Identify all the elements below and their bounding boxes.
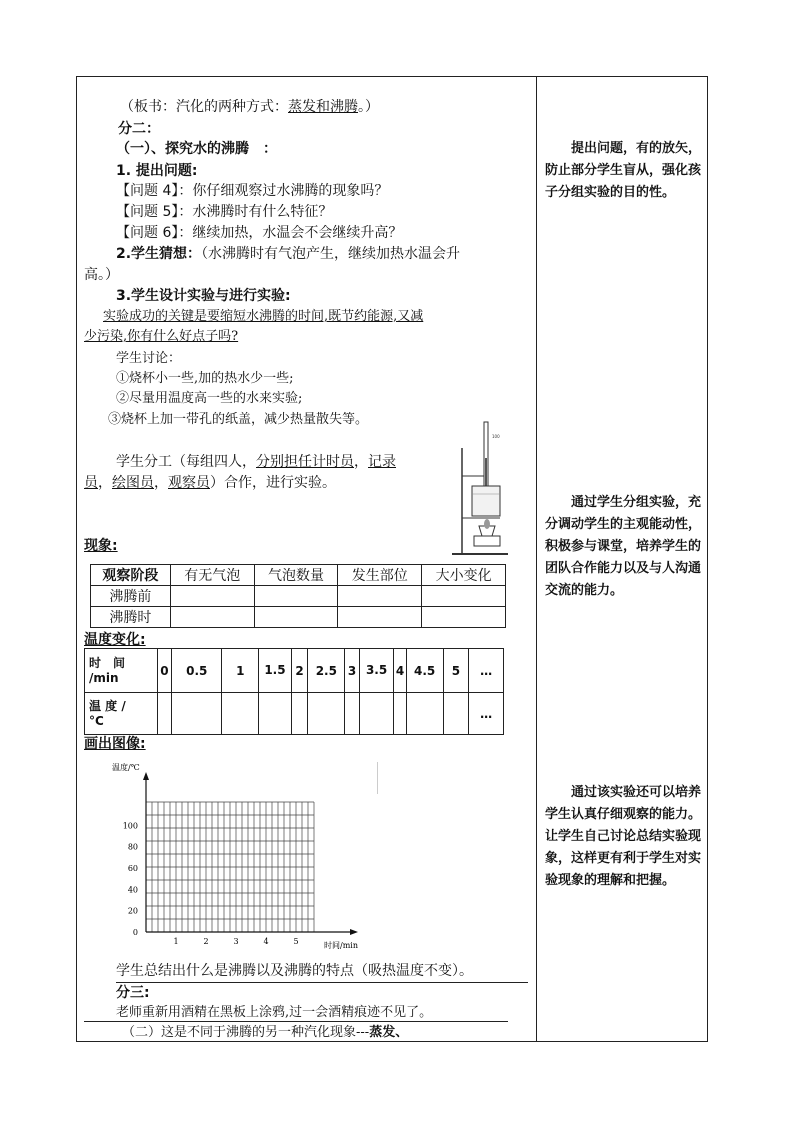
teacher-activity: 老师重新用酒精在黑板上涂鸦,过一会酒精痕迹不见了。 (116, 1005, 433, 1020)
boiling-apparatus-illustration (450, 418, 520, 558)
obs-cell[interactable] (422, 607, 506, 628)
obs-header-location: 发生部位 (338, 565, 422, 586)
section1-title: （一）、探究水的沸腾 ： (116, 141, 277, 157)
time-cell: … (469, 649, 504, 693)
x-tick-label: 1 (173, 937, 179, 946)
graph-title: 画出图像: (84, 736, 146, 752)
discussion-item-1: ①烧杯小一些,加的热水少一些; (116, 371, 294, 386)
time-cell: 1 (222, 649, 259, 693)
column-divider (536, 76, 537, 1042)
temp-cell[interactable] (291, 693, 308, 735)
step3-heading: 3.学生设计实验与进行实验: (116, 288, 291, 304)
division-line2: 员，绘图员，观察员）合作，进行实验。 (84, 475, 336, 491)
temp-cell[interactable] (406, 693, 443, 735)
time-cell: 2.5 (308, 649, 345, 693)
obs-header-count: 气泡数量 (254, 565, 338, 586)
key-point-line2: 少污染,你有什么好点子吗? (84, 329, 239, 344)
svg-text:100: 100 (492, 434, 500, 439)
time-cell: 0.5 (172, 649, 222, 693)
obs-header-size: 大小变化 (422, 565, 506, 586)
summary-underline (116, 982, 528, 983)
temperature-time-chart (110, 756, 380, 956)
obs-row-during: 沸腾时 (91, 607, 171, 628)
step2-line: 2.学生猜想：（水沸腾时有气泡产生，继续加热水温会升 (116, 246, 461, 262)
discussion-item-2: ②尽量用温度高一些的水来实验; (116, 391, 303, 406)
question-4: 【问题 4】：你仔细观察过水沸腾的现象吗？ (116, 183, 389, 199)
temp-label: 温 度 / °C (85, 693, 158, 735)
y-axis-label: 温度/℃ (112, 763, 140, 772)
teaching-note-2: 通过学生分组实验，充分调动学生的主观能动性，积极参与课堂，培养学生的团队合作能力以及与人沟通交流的能力。 (545, 495, 702, 598)
y-tick-label: 0 (132, 928, 138, 937)
phenomenon-title: 现象: (84, 538, 118, 554)
time-cell: 5 (443, 649, 469, 693)
temp-cell[interactable] (345, 693, 360, 735)
x-tick-label: 4 (263, 937, 269, 946)
time-cell: 1.5 (259, 649, 291, 693)
step1-heading: 1. 提出问题: (116, 163, 198, 179)
obs-cell[interactable] (338, 607, 422, 628)
step2-continuation: 高。） (84, 267, 119, 283)
observation-table (90, 564, 506, 628)
question-6: 【问题 6】：继续加热，水温会不会继续升高？ (116, 225, 403, 241)
obs-cell[interactable] (170, 607, 254, 628)
part3-heading: 分三: (116, 985, 150, 1001)
summary-line: 学生总结出什么是沸腾以及沸腾的特点（吸热温度不变）。 (116, 963, 473, 979)
board-note: （板书：汽化的两种方式：蒸发和沸腾。） (120, 99, 379, 115)
y-tick-label: 20 (127, 906, 138, 916)
divider-mark (377, 762, 378, 794)
section2-title: （二）这是不同于沸腾的另一种汽化现象---蒸发、 (122, 1025, 409, 1040)
teaching-note-1: 提出问题，有的放矢，防止部分学生盲从，强化孩子分组实验的目的性。 (545, 141, 702, 200)
temp-cell[interactable] (359, 693, 394, 735)
obs-cell[interactable] (422, 586, 506, 607)
time-cell: 0 (157, 649, 172, 693)
time-label: 时 间 /min (85, 649, 158, 693)
time-cell: 4 (394, 649, 406, 693)
x-tick-label: 3 (233, 937, 239, 946)
temp-cell[interactable] (308, 693, 345, 735)
temp-cell[interactable] (443, 693, 469, 735)
temperature-table (84, 648, 504, 735)
obs-row-before: 沸腾前 (91, 586, 171, 607)
question-5: 【问题 5】：水沸腾时有什么特征？ (116, 204, 333, 220)
y-tick-label: 100 (122, 821, 138, 831)
time-cell: 2 (291, 649, 308, 693)
y-tick-label: 60 (127, 864, 138, 874)
time-cell: 4.5 (406, 649, 443, 693)
discussion-title: 学生讨论： (116, 351, 182, 366)
temp-cell[interactable] (259, 693, 291, 735)
time-cell: 3 (345, 649, 360, 693)
temp-cell[interactable] (157, 693, 172, 735)
x-tick-label: 2 (203, 937, 209, 946)
teacher-activity-underline (84, 1021, 508, 1022)
temp-cell[interactable] (394, 693, 406, 735)
temp-cell-last: … (469, 693, 504, 735)
y-tick-label: 80 (127, 842, 138, 852)
temp-cell[interactable] (222, 693, 259, 735)
temperature-title: 温度变化: (84, 632, 146, 648)
obs-cell[interactable] (170, 586, 254, 607)
obs-cell[interactable] (254, 607, 338, 628)
x-tick-label: 5 (293, 937, 299, 946)
temp-cell[interactable] (172, 693, 222, 735)
obs-cell[interactable] (254, 586, 338, 607)
key-point-line1: 实验成功的关键是要缩短水沸腾的时间,既节约能源,又减 (103, 309, 424, 324)
y-tick-label: 40 (127, 885, 138, 895)
division-line1: 学生分工（每组四人，分别担任计时员，记录 (116, 454, 396, 470)
part2-heading: 分二： (118, 121, 160, 137)
teaching-note-3: 通过该实验还可以培养学生认真仔细观察的能力。让学生自己讨论总结实验现象，这样更有利于学生对实验现象的理解和把握。 (545, 785, 702, 888)
obs-header-stage: 观察阶段 (91, 565, 171, 586)
time-cell: 3.5 (359, 649, 394, 693)
x-axis-label: 时间/min (324, 941, 358, 950)
x-axis-arrow (350, 929, 358, 935)
y-axis-arrow (143, 772, 149, 780)
obs-cell[interactable] (338, 586, 422, 607)
discussion-item-3: ③烧杯上加一带孔的纸盖，减少热量散失等。 (108, 412, 369, 427)
obs-header-bubbles: 有无气泡 (170, 565, 254, 586)
